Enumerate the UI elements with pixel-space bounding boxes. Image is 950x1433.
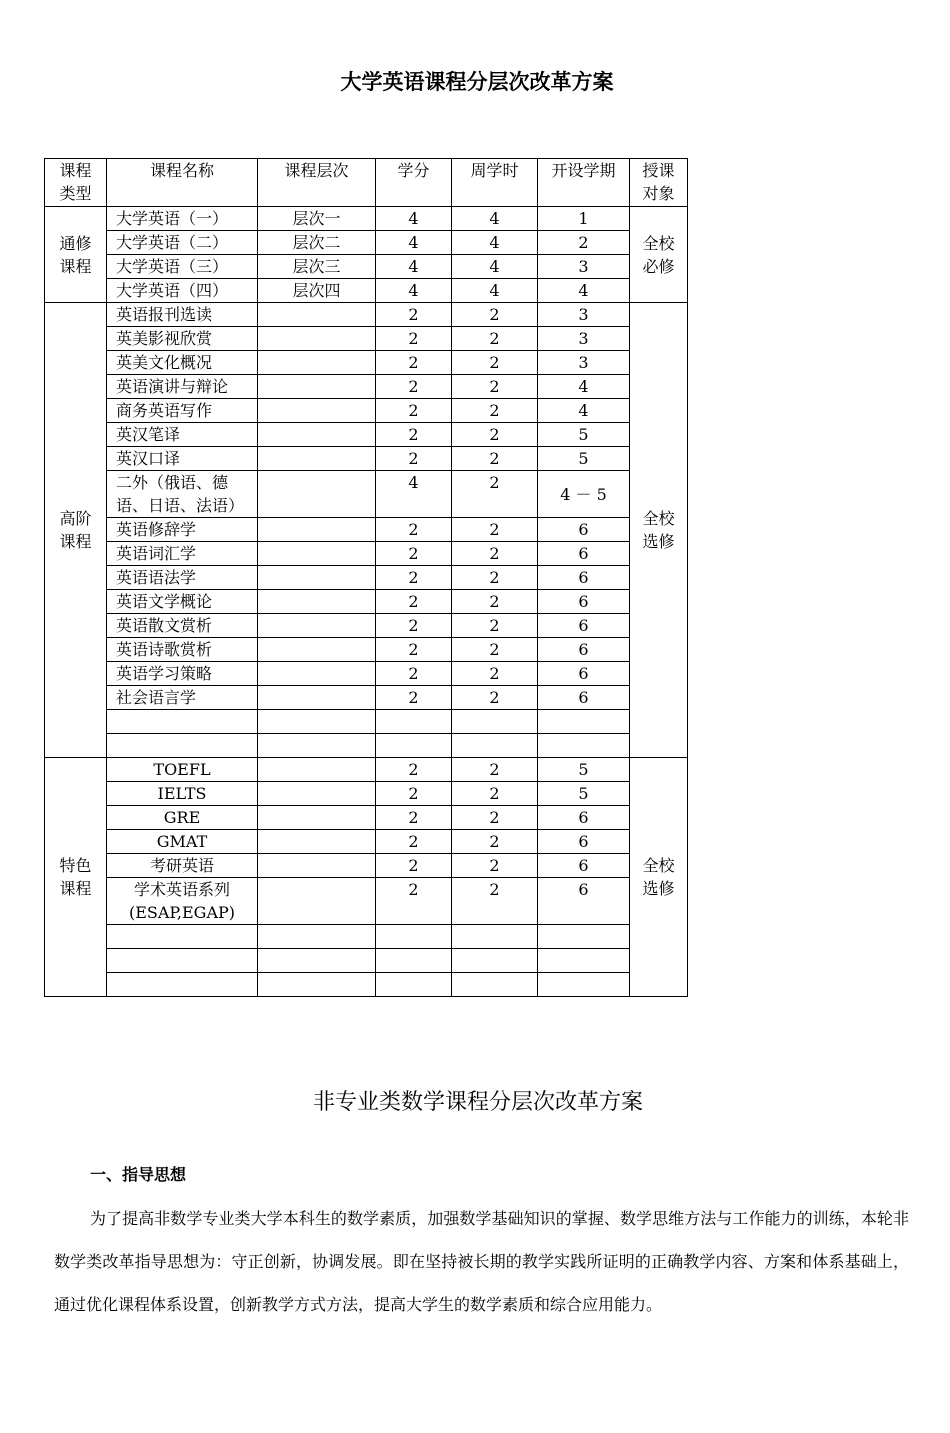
weekly-hours-cell: 2 (452, 638, 538, 662)
table-row (45, 590, 688, 614)
credit-cell (376, 710, 452, 734)
course-type-cell: 高阶课程 (45, 303, 107, 758)
table-row (45, 399, 688, 423)
semester-cell (538, 734, 630, 758)
semester-cell: 5 (538, 423, 630, 447)
credit-cell: 2 (376, 638, 452, 662)
table-row (45, 303, 688, 327)
weekly-hours-cell: 2 (452, 542, 538, 566)
table-row (45, 830, 688, 854)
course-level-cell (258, 303, 376, 327)
course-name-cell (107, 949, 258, 973)
credit-cell: 2 (376, 614, 452, 638)
semester-cell: 5 (538, 447, 630, 471)
credit-cell: 2 (376, 327, 452, 351)
weekly-hours-cell (452, 973, 538, 997)
semester-cell: 3 (538, 303, 630, 327)
course-level-cell (258, 973, 376, 997)
target-cell: 全校选修 (630, 758, 688, 997)
weekly-hours-cell: 2 (452, 590, 538, 614)
credit-cell: 2 (376, 878, 452, 925)
course-level-cell (258, 686, 376, 710)
course-type-cell: 通修课程 (45, 207, 107, 303)
course-name-cell (107, 734, 258, 758)
semester-cell: 6 (538, 830, 630, 854)
course-level-cell (258, 351, 376, 375)
weekly-hours-cell (452, 925, 538, 949)
semester-cell: 6 (538, 542, 630, 566)
table-row (45, 925, 688, 949)
weekly-hours-cell: 2 (452, 399, 538, 423)
course-type-cell: 特色课程 (45, 758, 107, 997)
course-name-cell: 大学英语（四） (107, 279, 258, 303)
course-name-cell: 考研英语 (107, 854, 258, 878)
table-row (45, 973, 688, 997)
weekly-hours-cell: 2 (452, 518, 538, 542)
table-row (45, 806, 688, 830)
course-name-cell: 英美影视欣赏 (107, 327, 258, 351)
weekly-hours-cell: 2 (452, 806, 538, 830)
course-name-cell: 英语学习策略 (107, 662, 258, 686)
credit-cell: 2 (376, 351, 452, 375)
semester-cell: 6 (538, 590, 630, 614)
course-level-cell: 层次二 (258, 231, 376, 255)
table-row (45, 471, 688, 518)
course-name-cell: 英语词汇学 (107, 542, 258, 566)
course-level-cell (258, 423, 376, 447)
table-row (45, 255, 688, 279)
table-row (45, 231, 688, 255)
header-cell: 课程名称 (107, 159, 258, 207)
semester-cell (538, 973, 630, 997)
course-name-cell (107, 973, 258, 997)
header-cell: 授课对象 (630, 159, 688, 207)
semester-cell (538, 710, 630, 734)
body-paragraph: 为了提高非数学专业类大学本科生的数学素质，加强数学基础知识的掌握、数学思维方法与工作能力的训练，本轮非数学类改革指导思想为：守正创新，协调发展。即在坚持被长期的教学实践所证明的正确教学内容、方案和体系基础上，通过优化课程体系设置，创新教学方式方法，提高大学生的数学素质和综合应用能力。 (54, 1209, 909, 1314)
credit-cell: 2 (376, 830, 452, 854)
credit-cell: 2 (376, 806, 452, 830)
course-name-cell: TOEFL (107, 758, 258, 782)
weekly-hours-cell: 2 (452, 758, 538, 782)
table-row (45, 686, 688, 710)
weekly-hours-cell (452, 734, 538, 758)
weekly-hours-cell: 2 (452, 854, 538, 878)
credit-cell: 2 (376, 518, 452, 542)
table-row (45, 207, 688, 231)
semester-cell: 4 (538, 375, 630, 399)
credit-cell: 4 (376, 231, 452, 255)
semester-cell: 6 (538, 662, 630, 686)
course-name-cell: 学术英语系列 (ESAP,EGAP) (107, 878, 258, 925)
semester-cell: 6 (538, 806, 630, 830)
weekly-hours-cell: 2 (452, 566, 538, 590)
course-name-cell: IELTS (107, 782, 258, 806)
table-row (45, 542, 688, 566)
course-name-cell: 大学英语（二） (107, 231, 258, 255)
course-name-cell: 英美文化概况 (107, 351, 258, 375)
course-level-cell (258, 806, 376, 830)
weekly-hours-cell: 2 (452, 351, 538, 375)
course-name-cell: 英语报刊选读 (107, 303, 258, 327)
credit-cell: 4 (376, 207, 452, 231)
header-cell: 开设学期 (538, 159, 630, 207)
course-level-cell (258, 327, 376, 351)
course-level-cell (258, 734, 376, 758)
credit-cell (376, 949, 452, 973)
course-name-cell: 社会语言学 (107, 686, 258, 710)
document-title: 大学英语课程分层次改革方案 (340, 69, 614, 94)
course-level-cell: 层次三 (258, 255, 376, 279)
course-level-cell (258, 542, 376, 566)
course-level-cell (258, 758, 376, 782)
weekly-hours-cell: 2 (452, 375, 538, 399)
weekly-hours-cell: 2 (452, 614, 538, 638)
course-name-cell (107, 710, 258, 734)
course-name-cell: 英语散文赏析 (107, 614, 258, 638)
weekly-hours-cell: 2 (452, 830, 538, 854)
semester-cell: 3 (538, 327, 630, 351)
course-name-cell: 英汉笔译 (107, 423, 258, 447)
credit-cell: 2 (376, 686, 452, 710)
course-level-cell (258, 375, 376, 399)
course-table (44, 158, 688, 997)
weekly-hours-cell: 2 (452, 471, 538, 518)
header-cell: 课程层次 (258, 159, 376, 207)
course-name-cell: 英语文学概论 (107, 590, 258, 614)
course-name-cell: GMAT (107, 830, 258, 854)
semester-cell: 4 (538, 399, 630, 423)
course-level-cell (258, 471, 376, 518)
credit-cell: 4 (376, 255, 452, 279)
header-cell: 学分 (376, 159, 452, 207)
semester-cell: 6 (538, 638, 630, 662)
course-level-cell (258, 710, 376, 734)
credit-cell: 2 (376, 758, 452, 782)
weekly-hours-cell: 2 (452, 327, 538, 351)
credit-cell: 4 (376, 279, 452, 303)
weekly-hours-cell: 4 (452, 231, 538, 255)
weekly-hours-cell: 2 (452, 303, 538, 327)
credit-cell (376, 973, 452, 997)
course-level-cell: 层次一 (258, 207, 376, 231)
table-row (45, 782, 688, 806)
credit-cell: 2 (376, 303, 452, 327)
course-level-cell (258, 447, 376, 471)
table-row (45, 734, 688, 758)
credit-cell: 2 (376, 854, 452, 878)
target-cell: 全校必修 (630, 207, 688, 303)
weekly-hours-cell: 2 (452, 686, 538, 710)
table-row (45, 447, 688, 471)
table-row (45, 662, 688, 686)
weekly-hours-cell: 4 (452, 279, 538, 303)
credit-cell: 2 (376, 782, 452, 806)
credit-cell: 2 (376, 423, 452, 447)
course-name-cell: 大学英语（三） (107, 255, 258, 279)
semester-cell: 4 (538, 279, 630, 303)
table-row (45, 710, 688, 734)
semester-cell: 1 (538, 207, 630, 231)
weekly-hours-cell (452, 710, 538, 734)
section-heading: 一、指导思想 (90, 1165, 187, 1184)
course-name-cell: 大学英语（一） (107, 207, 258, 231)
section-title: 非专业类数学课程分层次改革方案 (312, 1090, 643, 1115)
course-level-cell (258, 614, 376, 638)
weekly-hours-cell: 2 (452, 878, 538, 925)
course-name-cell: 英语诗歌赏析 (107, 638, 258, 662)
course-name-cell: 英语演讲与辩论 (107, 375, 258, 399)
semester-cell: 3 (538, 351, 630, 375)
semester-cell: 6 (538, 878, 630, 925)
credit-cell: 2 (376, 566, 452, 590)
weekly-hours-cell: 2 (452, 662, 538, 686)
semester-cell: 6 (538, 614, 630, 638)
weekly-hours-cell: 2 (452, 447, 538, 471)
credit-cell: 2 (376, 399, 452, 423)
semester-cell (538, 949, 630, 973)
course-level-cell (258, 590, 376, 614)
table-row (45, 375, 688, 399)
weekly-hours-cell: 4 (452, 255, 538, 279)
semester-cell: 3 (538, 255, 630, 279)
course-level-cell: 层次四 (258, 279, 376, 303)
course-level-cell (258, 949, 376, 973)
course-name-cell: 英语修辞学 (107, 518, 258, 542)
semester-cell: 6 (538, 854, 630, 878)
credit-cell: 2 (376, 447, 452, 471)
course-name-cell: 商务英语写作 (107, 399, 258, 423)
weekly-hours-cell: 2 (452, 423, 538, 447)
course-level-cell (258, 854, 376, 878)
table-row (45, 518, 688, 542)
credit-cell (376, 925, 452, 949)
semester-cell: 2 (538, 231, 630, 255)
semester-cell: 6 (538, 686, 630, 710)
semester-cell (538, 925, 630, 949)
table-row (45, 854, 688, 878)
target-cell: 全校选修 (630, 303, 688, 758)
course-level-cell (258, 518, 376, 542)
course-name-cell: 英汉口译 (107, 447, 258, 471)
course-level-cell (258, 399, 376, 423)
semester-cell: 6 (538, 566, 630, 590)
semester-cell: 4 － 5 (538, 471, 630, 518)
course-name-cell: 英语语法学 (107, 566, 258, 590)
course-level-cell (258, 878, 376, 925)
credit-cell: 2 (376, 662, 452, 686)
course-level-cell (258, 782, 376, 806)
table-row (45, 878, 688, 925)
semester-cell: 5 (538, 758, 630, 782)
table-header-row (45, 159, 688, 207)
course-level-cell (258, 638, 376, 662)
table-row (45, 638, 688, 662)
table-row (45, 614, 688, 638)
course-name-cell: 二外（俄语、德语、日语、法语） (107, 471, 258, 518)
table-row (45, 327, 688, 351)
credit-cell: 4 (376, 471, 452, 518)
weekly-hours-cell: 4 (452, 207, 538, 231)
header-cell: 周学时 (452, 159, 538, 207)
course-name-cell: GRE (107, 806, 258, 830)
weekly-hours-cell: 2 (452, 782, 538, 806)
table-row (45, 949, 688, 973)
semester-cell: 6 (538, 518, 630, 542)
table-row (45, 758, 688, 782)
table-row (45, 423, 688, 447)
course-level-cell (258, 662, 376, 686)
credit-cell: 2 (376, 375, 452, 399)
course-level-cell (258, 925, 376, 949)
weekly-hours-cell (452, 949, 538, 973)
course-level-cell (258, 830, 376, 854)
credit-cell (376, 734, 452, 758)
table-row (45, 351, 688, 375)
credit-cell: 2 (376, 542, 452, 566)
table-row (45, 566, 688, 590)
course-name-cell (107, 925, 258, 949)
course-level-cell (258, 566, 376, 590)
header-cell: 课程类型 (45, 159, 107, 207)
semester-cell: 5 (538, 782, 630, 806)
credit-cell: 2 (376, 590, 452, 614)
table-row (45, 279, 688, 303)
